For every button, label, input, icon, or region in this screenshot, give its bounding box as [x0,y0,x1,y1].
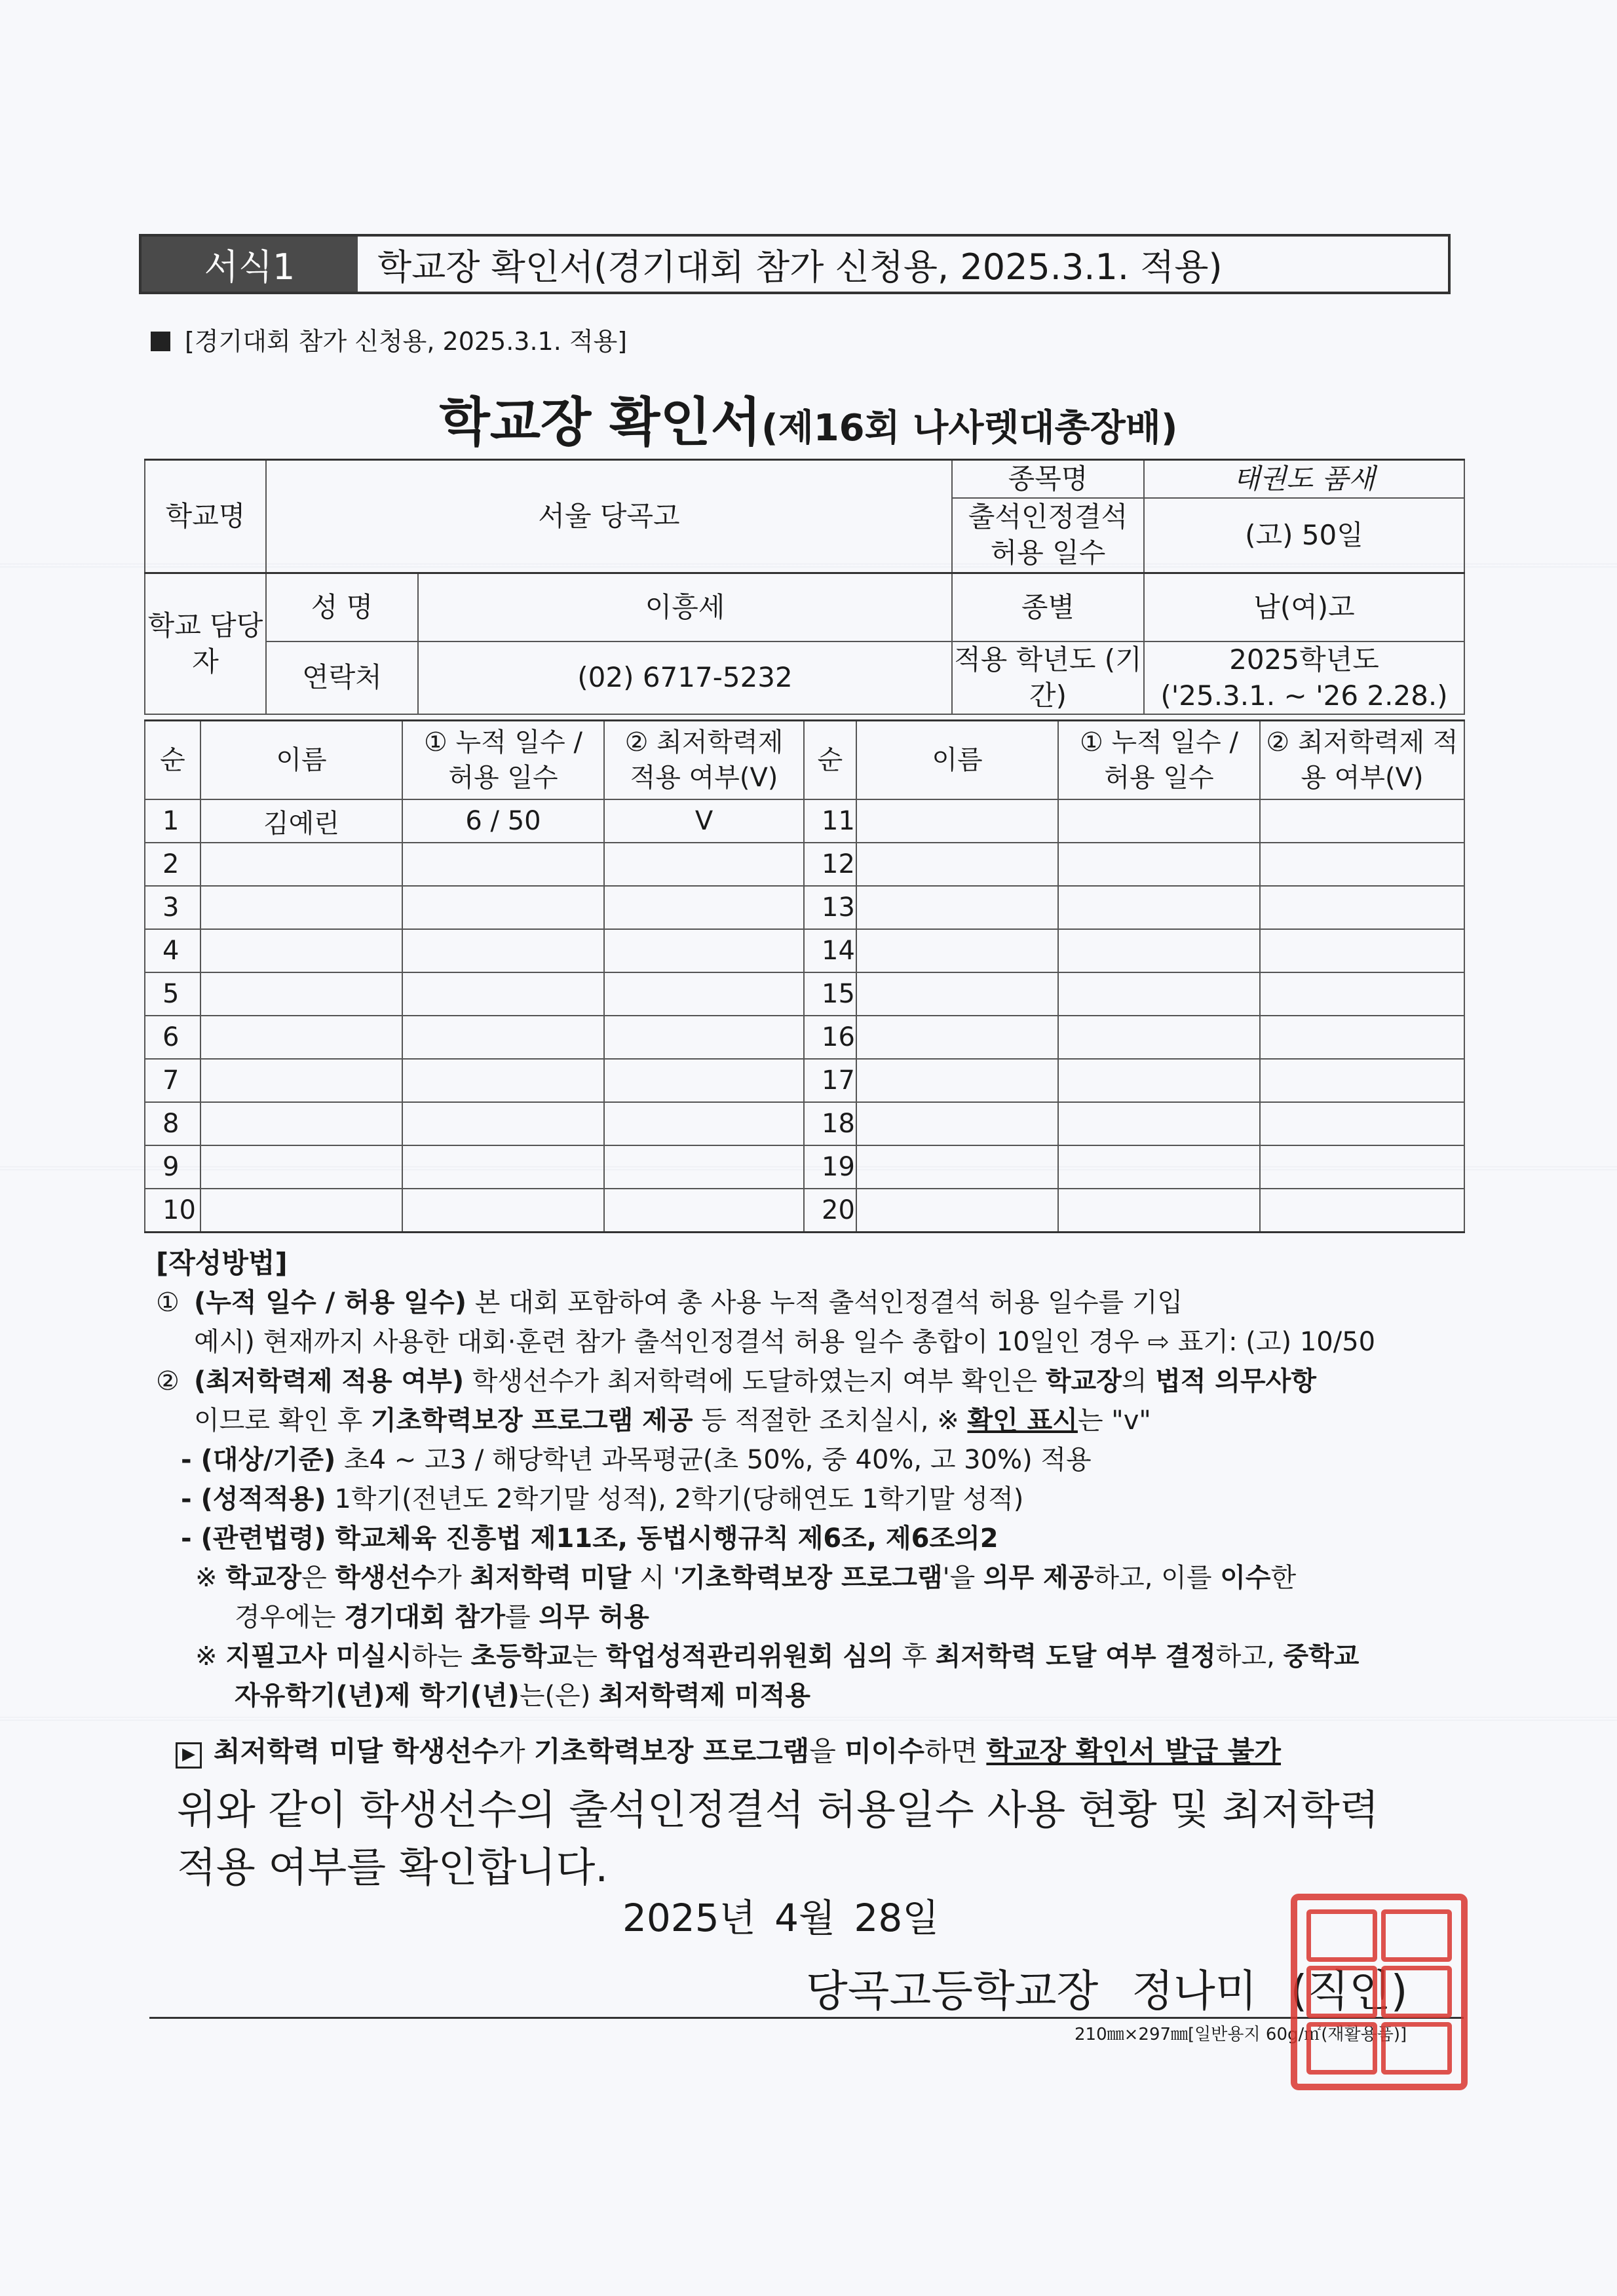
row-no: 4 [145,929,200,972]
student-check [604,1059,804,1102]
student-check [1260,886,1464,929]
student-days [1058,1189,1260,1233]
student-name [856,972,1058,1016]
student-check [1260,1016,1464,1059]
instruction-line [156,1480,1473,1519]
row-no: 3 [145,886,200,929]
table-row [145,799,1464,843]
header-min-grade: ② 최저학력제 적용 여부(V) [604,721,804,800]
student-days [402,1016,604,1059]
row-no: 6 [145,1016,200,1059]
circled-one: ① [156,1288,180,1318]
instr-text: 경우에는 [235,1602,345,1632]
row-no: 9 [145,1145,200,1189]
student-days [402,972,604,1016]
student-check [1260,1189,1464,1233]
row-no: 1 [145,799,200,843]
student-roster-table [144,719,1465,1233]
student-check [604,972,804,1016]
instruction-line [156,1322,1473,1362]
instr-text: 초4 ~ 고3 / 해당학년 과목평균(초 50%, 중 40%, 고 30%) 적용 [335,1445,1092,1475]
page-title [0,380,1617,455]
table-row [145,1102,1464,1145]
year-cell [1144,641,1464,714]
instr-bold: 기초학력보장 프로그램 [680,1563,943,1593]
principal-name: 정나미 (직인) [1132,1966,1408,2016]
header-no: 순 [804,721,856,800]
student-check [1260,1102,1464,1145]
instr-text: 하고, 이를 [1094,1563,1221,1593]
title-main: 학교장 확인서 [439,392,762,453]
instr-bold: - (성적적용) [181,1484,326,1514]
header-name: 이름 [200,721,402,800]
student-check [1260,1145,1464,1189]
instr-bold: 학생선수 [335,1563,437,1593]
name-label: 성 명 [266,573,418,642]
instructions-section [156,1244,1473,1715]
header-days: ① 누적 일수 / 허용 일수 [1058,721,1260,800]
student-name [200,929,402,972]
student-days [402,1102,604,1145]
confirmation-line2: 적용 여부를 확인합니다. [177,1843,609,1891]
student-name [856,1145,1058,1189]
student-check [604,929,804,972]
student-days [1058,972,1260,1016]
row-no: 16 [804,1016,856,1059]
student-name [200,886,402,929]
student-days [402,1059,604,1102]
instr-bold: 학교체육 진흥법 제11조, 동법시행규칙 제6조, 제6조의2 [326,1523,999,1554]
instr-bold: 확인 표시 [967,1406,1078,1436]
row-no: 14 [804,929,856,972]
instruction-line [156,1558,1473,1598]
student-check [604,1016,804,1059]
instr-text: 는 [572,1641,606,1672]
instr-bold: 자유학기(년)제 학기(년) [235,1681,520,1711]
instruction-line [156,1440,1473,1480]
instr-text: 1학기(전년도 2학기말 성적), 2학기(당해연도 1학기말 성적) [326,1484,1024,1514]
row-no: 15 [804,972,856,1016]
subheading-text: [경기대회 참가 신청용, 2025.3.1. 적용] [185,327,628,356]
circled-two: ② [156,1366,180,1396]
school-name-label: 학교명 [145,460,266,573]
instr-bold: - (관련법령) [181,1523,326,1554]
notice-text: 하면 [924,1735,987,1767]
instr-bold: 기초학력보장 프로그램 제공 [370,1406,693,1436]
student-check [1260,799,1464,843]
student-days [1058,1059,1260,1102]
student-days [402,929,604,972]
instr-text: 의 [1121,1366,1156,1396]
instruction-line [156,1401,1473,1440]
notice-bold: 미이수 [845,1735,924,1767]
event-value: 태권도 품새 [1144,460,1464,499]
subheading [151,321,627,357]
student-name [856,843,1058,886]
instr-bold: 최저학력 미달 [470,1563,632,1593]
table-row [145,929,1464,972]
allowed-days-label: 출석인정결석 허용 일수 [952,498,1144,573]
student-check [604,1145,804,1189]
student-days [402,1145,604,1189]
table-row [145,886,1464,929]
instr-bold: 초등학교 [470,1641,573,1672]
student-days [1058,929,1260,972]
student-check: V [604,799,804,843]
notice-bold: 기초학력보장 프로그램 [533,1735,810,1767]
header-days: ① 누적 일수 / 허용 일수 [402,721,604,800]
instr-bold: 최저학력 도달 여부 결정 [935,1641,1216,1672]
instr-bold: 이수 [1220,1563,1271,1593]
confirmation-line1: 위와 같이 학생선수의 출석인정결석 허용일수 사용 현황 및 최저학력 [177,1786,1379,1833]
instr-text: 본 대회 포함하여 총 사용 누적 출석인정결석 허용 일수를 기입 [466,1288,1183,1318]
student-days [402,886,604,929]
banner-title: 학교장 확인서(경기대회 참가 신청용, 2025.3.1. 적용) [377,246,1223,288]
instr-bold: - (대상/기준) [181,1445,336,1475]
instr-bold: 학교장 [225,1563,302,1593]
row-no: 7 [145,1059,200,1102]
student-check [604,843,804,886]
paper-fold [0,1717,1617,1721]
header-no: 순 [145,721,200,800]
table-row [145,1189,1464,1233]
student-check [604,1189,804,1233]
row-no: 19 [804,1145,856,1189]
table-row [145,972,1464,1016]
table-row [145,1059,1464,1102]
table-row [145,1016,1464,1059]
school-principal-title: 당곡고등학교장 [806,1966,1099,2016]
notice-text: 을 [809,1735,845,1767]
row-no: 8 [145,1102,200,1145]
instruction-line [156,1283,1473,1322]
student-name [200,843,402,886]
student-name: 김예린 [200,799,402,843]
manager-label: 학교 담당자 [145,573,266,715]
title-sub: (제16회 나사렛대총장배) [761,407,1178,450]
student-check [1260,1059,1464,1102]
student-days [402,843,604,886]
form-tag: 서식1 [142,237,358,292]
instr-bold: 지필고사 미실시 [225,1641,412,1672]
instr-text: 하는 [411,1641,471,1672]
instr-bold: 의무 허용 [539,1602,649,1632]
event-label: 종목명 [952,460,1144,499]
instr-bold: 학교장 [1045,1366,1122,1396]
name-value: 이흥세 [418,573,952,642]
instr-text: 학생선수가 최저학력에 도달하였는지 여부 확인은 [464,1366,1046,1396]
student-name [856,1059,1058,1102]
student-name [856,799,1058,843]
student-name [856,1102,1058,1145]
allowed-days-value: (고) 50일 [1144,498,1464,573]
contact-value: (02) 6717-5232 [418,641,952,714]
instr-bold: 최저학력제 미적용 [599,1681,811,1711]
table-row [145,843,1464,886]
student-days [1058,886,1260,929]
instruction-line [156,1519,1473,1558]
student-name [200,1016,402,1059]
student-days [1058,799,1260,843]
type-label: 종별 [952,573,1144,642]
row-no: 5 [145,972,200,1016]
instr-bold: 법적 의무사항 [1155,1366,1316,1396]
student-days [1058,843,1260,886]
official-seal-icon [1291,1894,1468,2090]
divider [149,2017,1464,2019]
issue-date: 2025년 4월 28일 [622,1896,940,1940]
student-name [200,1102,402,1145]
arrow-right-icon: ▶ [176,1742,202,1769]
student-name [200,972,402,1016]
notice-bold: 최저학력 미달 학생선수 [214,1735,499,1767]
instruction-line [156,1676,1473,1715]
student-name [200,1145,402,1189]
instr-text: 를 [505,1602,539,1632]
year-value: 2025학년도 [1229,643,1379,676]
instruction-line [156,1598,1473,1637]
row-no: 17 [804,1059,856,1102]
row-no: 12 [804,843,856,886]
table-row [145,1145,1464,1189]
confirmation-text [177,1781,1487,1896]
instr-text: 후 [893,1641,936,1672]
period-value: ('25.3.1. ~ '26 2.28.) [1160,679,1448,712]
notice-bold: 학교장 확인서 발급 불가 [986,1735,1281,1767]
instr-text: 는(은) [519,1681,599,1711]
instr-text: ※ [195,1563,226,1593]
header-min-grade: ② 최저학력제 적용 여부(V) [1260,721,1464,800]
row-no: 18 [804,1102,856,1145]
instruction-line [156,1637,1473,1676]
notice-text: 가 [498,1735,534,1767]
instructions-heading: [작성방법] [156,1247,288,1279]
instr-bold: 학업성적관리위원회 심의 [605,1641,894,1672]
form-banner [139,234,1451,294]
school-name-value: 서울 당곡고 [266,460,952,573]
student-check [1260,843,1464,886]
student-days [1058,1016,1260,1059]
student-name [856,1189,1058,1233]
instr-text: 예시) 현재까지 사용한 대회·훈련 참가 출석인정결석 허용 일수 총합이 10일인 경우 ⇨ 표기: (고) 10/50 [194,1327,1376,1357]
row-no: 13 [804,886,856,929]
student-check [1260,972,1464,1016]
year-label: 적용 학년도 (기간) [952,641,1144,714]
square-bullet-icon [151,332,170,351]
contact-label: 연락처 [266,641,418,714]
student-check [1260,929,1464,972]
instr-text: 하고, [1215,1641,1284,1672]
instr-bold: 경기대회 참가 [344,1602,506,1632]
row-no: 20 [804,1189,856,1233]
instr-text: 한 [1270,1563,1297,1593]
roster-header-row [145,721,1464,800]
student-name [200,1059,402,1102]
type-value: 남(여)고 [1144,573,1464,642]
student-check [604,886,804,929]
instruction-line [156,1362,1473,1401]
student-name [856,886,1058,929]
student-days: 6 / 50 [402,799,604,843]
student-days [402,1189,604,1233]
instr-text: 등 적절한 조치실시, ※ [693,1406,968,1436]
instr-text: 가 [436,1563,470,1593]
paper-spec-note: 210㎜×297㎜[일반용지 60g/㎡(재활용품)] [1075,2025,1407,2044]
student-check [604,1102,804,1145]
student-name [856,1016,1058,1059]
row-no: 10 [145,1189,200,1233]
instr-text: '을 [942,1563,983,1593]
row-no: 2 [145,843,200,886]
student-days [1058,1102,1260,1145]
instr-text: 이므로 확인 후 [194,1406,371,1436]
student-name [856,929,1058,972]
instr-text: 시 ' [631,1563,681,1593]
notice-line [176,1730,1281,1769]
instr-text: 는 "v" [1077,1406,1151,1436]
instr-bold: (누적 일수 / 허용 일수) [194,1288,466,1318]
header-name: 이름 [856,721,1058,800]
school-info-table [144,459,1465,715]
instr-text: 은 [301,1563,335,1593]
student-name [200,1189,402,1233]
instr-bold: 중학교 [1283,1641,1360,1672]
student-days [1058,1145,1260,1189]
instr-bold: 의무 제공 [983,1563,1094,1593]
instr-text: ※ [195,1641,226,1672]
row-no: 11 [804,799,856,843]
instr-bold: (최저학력제 적용 여부) [194,1366,465,1396]
